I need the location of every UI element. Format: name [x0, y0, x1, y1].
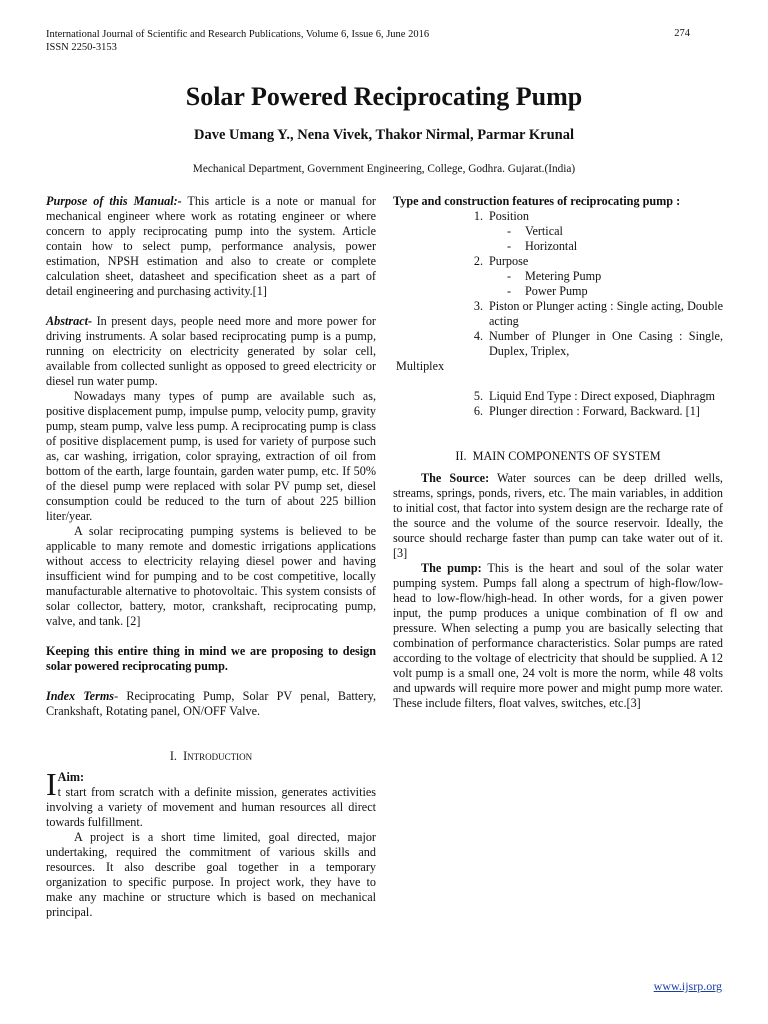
aim-label: Aim: [57, 770, 85, 784]
list-item: 4. Number of Plunger in One Casing : Single, Duplex, Triplex, [473, 329, 723, 358]
sub-list-item: - Horizontal [506, 239, 578, 253]
list-item: 1. Position [473, 209, 529, 223]
pump-text: This is the heart and soul of the solar water pumping system. Pumps fall along a spectrum of high-flow/low-head to low-flow/high-head. In other words, for a given power input, the pump produces a unique combination of fl ow and pressure. When selecting a pump you are basically selecting that combination of performance characteristics. Solar pumps are rated according to the voltage of electricity that should be supplied. A 12 volt pump is a small one, 24 volt is more the norm, while 48 volts and upwards will require more power and might pump more water. These include filters, float valves, switches, etc.[3] [393, 561, 723, 710]
issn: ISSN 2250-3153 [46, 42, 117, 53]
sub-list-item: - Vertical [506, 224, 563, 238]
journal-header [46, 28, 429, 54]
authors: Dave Umang Y., Nena Vivek, Thakor Nirmal, Parmar Krunal [194, 127, 574, 143]
list-item: 6. Plunger direction : Forward, Backward. [1] [473, 404, 700, 418]
page-number: 274 [674, 28, 690, 39]
paper-title: Solar Powered Reciprocating Pump [185, 82, 583, 111]
list-item: 3. Piston or Plunger acting : Single acting, Double acting [473, 299, 723, 328]
abstract-label: Abstract- [46, 314, 93, 328]
aim-text: t start from scratch with a definite mission, generates activities involving a variety of movement and human resources all direct towards fulfillment. [46, 785, 376, 829]
source-paragraph [393, 471, 723, 561]
left-column [46, 194, 376, 920]
list-item: 5. Liquid End Type : Direct exposed, Diaphragm [473, 389, 716, 403]
source-text: Water sources can be deep drilled wells, streams, springs, ponds, rivers, etc. The main variables, in addition to initial cost, that factor into system design are the recharge rate of the source and the volume of the source reservoir. Ideally, the source should recharge faster than pump can take water out of it. [3] [393, 471, 723, 560]
section-number: II. [455, 449, 467, 463]
abstract-text: In present days, people need more and more power for driving instruments. A solar based reciprocating pump is a pump, running on electricity on electricity generated by solar cell, available from collected sunlight as opposed to greed electricity or diesel run water pump. [46, 314, 376, 388]
list-item: 2. Purpose [473, 254, 529, 268]
paragraph: Nowadays many types of pump are available such as, positive displacement pump, impulse pump, velocity pump, gravity pump, steam pump, valve less pump. A reciprocating pump is class of positive displacement pump, is used for variety of purpose such as, car washing, irrigation, color spraying, extraction of oil from bottom of the earth, large fountain, garden water pump, etc. If 50% of the diesel pump were replaced with solar PV pump set, diesel consumption could be reduced to the turn of about 225 billion liter/year. [46, 389, 376, 523]
index-label: Index Terms [46, 689, 115, 703]
affiliation: Mechanical Department, Government Engineering, College, Godhra. Gujarat.(India) [192, 163, 576, 175]
pump-paragraph [393, 561, 723, 711]
paragraph: A project is a short time limited, goal directed, major undertaking, required the commitment of various skills and resources. It also describe goal together in a temporary organization to specific purpose. In project work, they have to make any machine or structure which is based on mechanical principal. [46, 830, 376, 919]
abstract-paragraph [46, 314, 376, 389]
purpose-label: Purpose of this Manual:- [46, 194, 182, 208]
purpose-paragraph [46, 194, 376, 299]
index-text: - Reciprocating Pump, Solar PV penal, Battery, Crankshaft, Rotating panel, ON/OFF Valve. [46, 689, 377, 718]
pump-label: The pump: [421, 561, 482, 575]
section-number: I. [169, 749, 177, 763]
type-heading: Type and construction features of reciprocating pump : [393, 194, 681, 208]
multiplex-text: Multiplex [396, 359, 445, 373]
website-link[interactable]: www.ijsrp.org [653, 979, 722, 993]
right-column [393, 194, 723, 711]
paragraph: A solar reciprocating pumping systems is believed to be applicable to many remote and domestic irrigations applications without access to electricity relaying diesel power and having insufficient wind for pumping and to be cost competitive, locally manufacturable alternative to photovoltaic. This system consists of solar collector, battery, motor, crankshaft, reciprocating pump, valve, and tank. [2] [46, 524, 376, 628]
section-title: Introduction [183, 749, 253, 763]
purpose-text: This article is a note or manual for mechanical engineer where work as rotating engineer or where concern to apply reciprocating pump into the system. Article contain how to select pump, performance analysis, power estimation, NPSH estimation and also to create or complete calculation sheet, datasheet and specification sheet as a part of detail engineering and purchasing activity.[1] [46, 194, 376, 298]
sub-list-item: - Metering Pump [506, 269, 602, 283]
journal-name: International Journal of Scientific and Research Publications, Volume 6, Issue 6, June 2016 [46, 29, 430, 40]
section-heading-components [393, 449, 723, 464]
sub-list-item: - Power Pump [506, 284, 588, 298]
aim-paragraph [46, 766, 376, 830]
drop-cap: I [46, 766, 57, 802]
index-terms [46, 689, 376, 719]
section-title: MAIN COMPONENTS OF SYSTEM [472, 449, 661, 463]
source-label: The Source: [421, 471, 490, 485]
section-heading-introduction [46, 749, 376, 764]
bold-statement: Keeping this entire thing in mind we are proposing to design solar powered reciprocating pump. [46, 644, 376, 673]
